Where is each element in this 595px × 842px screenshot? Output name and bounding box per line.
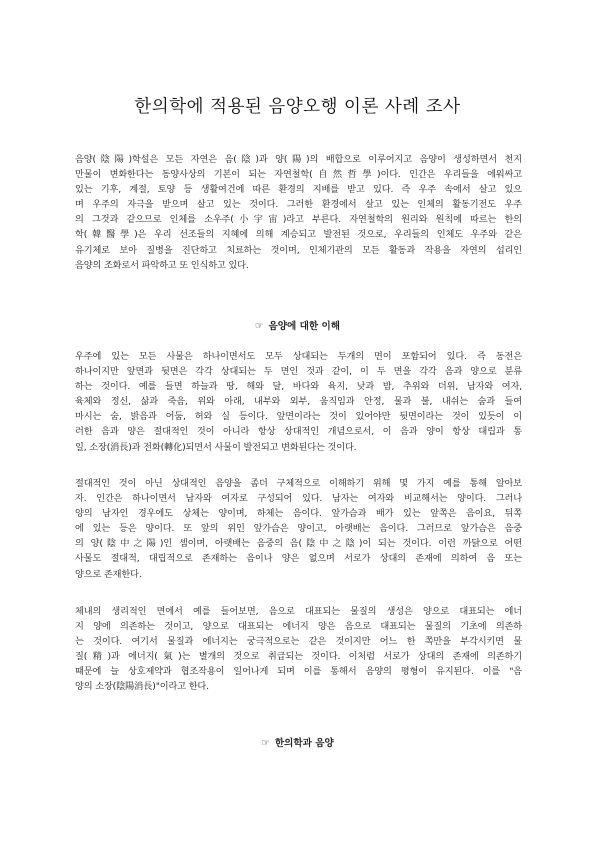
body-paragraph [75,349,522,455]
section-heading-text: 음양에 대한 이해 [268,321,341,332]
paragraph-line: 음양의 조화로서 파악하고 또 인식하고 있다. [75,259,249,271]
body-paragraph [75,476,522,582]
paragraph-line: 는 것이다. 여기서 물질과 에너지는 궁극적으로는 같은 것이지만 어느 한 쪽만을 부각시키면 물 [75,636,522,648]
paragraph-line: 러한 음과 양은 절대적인 것이 아니라 항상 상대적인 개념으로서, 이 음과 양이 항상 대립과 통 [75,426,522,438]
paragraph-line: 사물도 절대적, 대립적으로 존재하는 음이나 양은 없으며 서로가 상대의 존재에 의하여 음 또는 [75,553,522,565]
pointing-hand-icon: ☞ [254,321,264,332]
paragraph-line: 음양(陰陽)학설은 모든 자연은 음(陰)과 양(陽)의 배합으로 이루어지고 음양이 생성하면서 천지 [75,154,522,165]
paragraph-line: 유기체로 보아 질병을 진단하고 치료하는 것이며, 인체기관의 모든 활동과 작용을 자연의 섭리인 [75,244,522,256]
paragraph-line: 하는 것이다. 예를 들면 하늘과 땅, 해와 달, 바다와 육지, 낮과 밤, 추위와 더위, 남자와 여자, [75,381,522,393]
paragraph-line: 의 양(陰中之陽)인 셈이며, 아랫배는 음중의 음(陰中之陰)이 되는 것이다. 이런 까닭으로 어떤 [75,538,522,550]
section-heading-text: 한의학과 음양 [274,738,334,749]
paragraph-line: 양의 소장(陰陽消長)"이라고 한다. [75,681,209,693]
pointing-hand-icon: ☞ [261,738,270,749]
paragraph-line: 양으로 존재한다. [75,568,142,580]
body-paragraph [75,604,522,695]
paragraph-line: 양의 남자인 경우에도 상체는 양이며, 하체는 음이다. 앞가슴과 배가 있는 앞쪽은 음이요, 뒤쪽 [75,508,522,520]
paragraph-line: 절대적인 것이 아닌 상대적인 음양을 좀더 구체적으로 이해하기 위해 몇 가지 예를 통해 알아보 [75,478,522,489]
intro-paragraph [75,152,522,273]
paragraph-line: 의 그것과 같으므로 인체를 소우주(小宇宙)라고 부른다. 자연철학의 원리와 원칙에 따르는 한의 [75,214,522,226]
paragraph-line: 자. 인간은 하나이면서 남자와 여자로 구성되어 있다. 남자는 여자와 비교해서는 양이다. 그러나 [75,493,522,505]
section-heading-yinyang-understanding [0,318,595,332]
paragraph-line: 우주에 있는 모든 사물은 하나이면서도 모두 상대되는 두개의 면이 포함되어 있다. 즉 동전은 [75,351,522,362]
document-title: 한의학에 적용된 음양오행 이론 사례 조사 [134,97,461,117]
paragraph-line: 마시는 숨, 밝음과 어둠, 허와 실 등이다. 앞면이라는 것이 있어야만 뒷면이라는 것이 있듯이 이 [75,411,522,423]
paragraph-line: 만물이 변화한다는 동양사상의 기본이 되는 자연철학(自然哲學)이다. 인간은 우리들을 에워싸고 [75,169,522,181]
paragraph-line: 며 우주의 자극을 받으며 살고 있는 것이다. 그러한 환경에서 살고 있는 인체의 활동기전도 우주 [75,199,522,211]
paragraph-line: 학(韓醫學)은 우리 선조들의 지혜에 의해 계승되고 발전된 것으로, 우리들의 인체도 우주와 같은 [75,229,522,241]
paragraph-line: 지 양에 의존하는 것이고, 양으로 대표되는 에너지 양은 음으로 대표되는 물질의 기초에 의존하 [75,621,522,633]
paragraph-line: 하나이지만 앞면과 뒷면은 각각 상대되는 두 면인 것과 같이, 이 두 면을 각각 음과 양으로 분류 [75,366,522,378]
paragraph-line: 에 있는 등은 양이다. 또 앞의 위인 앞가슴은 양이고, 아랫배는 음이다. 그러므로 앞가슴은 음중 [75,523,522,535]
paragraph-line: 때문에 늘 상호제약과 협조작용이 일어나게 되며 이를 통해서 음양의 평형이 유지된다. 이를 "음 [75,666,522,678]
paragraph-line: 있는 기후, 계절, 토양 등 생활여건에 따른 환경의 지배를 받고 있다. 즉 우주 속에서 살고 있으 [75,184,522,196]
paragraph-line: 체내의 생리적인 면에서 예를 들어보면, 음으로 대표되는 물질의 생성은 양으로 대표되는 에너 [75,606,522,617]
section-heading-oriental-medicine-yinyang [0,735,595,749]
paragraph-line: 육체와 정신, 삶과 죽음, 위와 아래, 내부와 외부, 움직임과 안정, 물과 불, 내쉬는 숨과 들여 [75,396,522,408]
paragraph-line: 질(精)과 에너지(氣)는 별개의 것으로 취급되는 것이다. 이처럼 서로가 상대의 존재에 의존하기 [75,651,522,663]
paragraph-line: 일, 소장(消長)과 전화(轉化)되면서 사물이 발전되고 변화된다는 것이다. [75,441,357,453]
